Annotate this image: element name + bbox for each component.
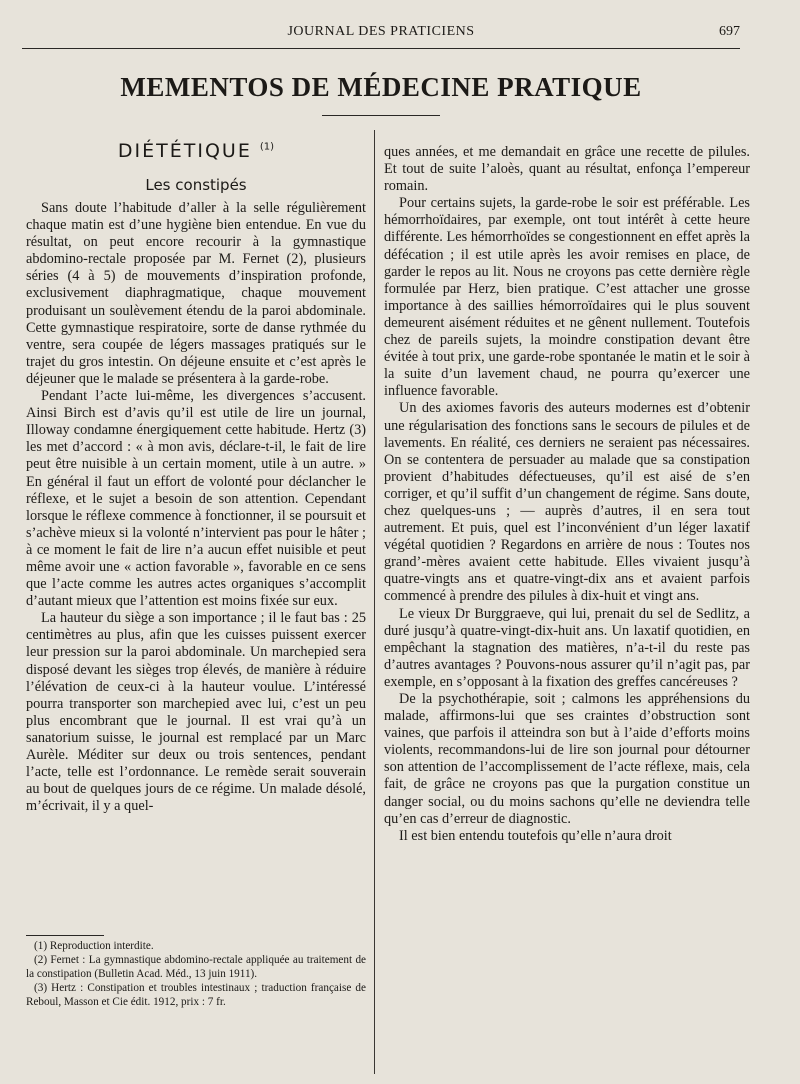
footnote: (1) Reproduction interdite. xyxy=(34,940,154,952)
paragraph: Sans doute l’habitude d’aller à la selle régulièrement chaque matin est d’une hygiène bien entendue. En vue du résultat, on peut encore recourir à la gymnastique abdomino-rectale proposée par M. Fernet (2), plusieurs séries (4 à 5) de mouvements d’inspiration profonde, exclusivement diaphragmatique, chaque mouvement produisant un soulèvement étendu de la paroi abdominale. Cette gymnastique respiratoire, sorte de danse rythmée du ventre, sera coupée de légers massages pratiqués sur le trajet du gros intestin. On déjeune ensuite et c’est après le déjeuner que le malade se présentera à la garde-robe. xyxy=(26,200,366,387)
section-subtitle: Les constipés xyxy=(145,176,247,194)
title-rule xyxy=(322,115,440,116)
left-column xyxy=(26,200,366,815)
paragraph: ques années, et me demandait en grâce une recette de pilules. Et tout de suite l’aloès, quant au résultat, enfonça l’empereur romain. xyxy=(384,144,750,195)
header-rule xyxy=(22,48,740,49)
paragraph: Pendant l’acte lui-même, les divergences s’accusent. Ainsi Birch est d’avis qu’il est utile de lire un journal, Illoway condamne énergiquement cette habitude. Hertz (3) les met d’accord : « à mon avis, déclare-t-il, le fait de lire peut être nuisible à un certain moment, utile à un autre. » En général il faut un effort de volonté pour déclancher le réflexe, et le sujet a besoin de son attention. Cependant lorsque le réflexe commence à fonctionner, il se poursuit et s’achève mieux si la volonté n’intervient pas pour le hâter ; à ce moment le fait de lire n’a aucun effet nuisible et peut même avoir une « action favorable », favorable en ce sens que l’acte comme les autres actes organiques s’accomplit d’autant mieux que l’attention est moins fixée sur eux. xyxy=(26,388,366,610)
footnotes xyxy=(26,939,366,1009)
right-column xyxy=(384,144,750,845)
paragraph: Un des axiomes favoris des auteurs modernes est d’obtenir une régularisation des fonctions sans le secours de pilules et de lavements. En réalité, ces derniers ne seraient pas nécessaires. On se contentera de persuader au malade que sa constipation provient d’habitudes défectueuses, qu’il est aisé de s’en corriger, et qu’il suffit d’un changement de régime. Sans doute, chez quelques-uns ; — auprès d’autres, il en sera tout autrement. Et puis, quel est l’inconvénient d’un léger laxatif végétal quotidien ? Regardons en arrière de nous : Toutes nos grand’-mères avaient cette habitude. Elles vivaient jusqu’à quatre-vingts ans et quatre-vingt-dix ans et avaient parfois commencé à prendre des pilules à dix-huit et vingt ans. xyxy=(384,400,750,605)
paragraph: De la psychothérapie, soit ; calmons les appréhensions du malade, affirmons-lui que ses craintes d’obstruction sont vaines, que parfois il atteindra son but à l’aide d’efforts moins violents, recommandons-lui de lire son journal pour détourner son attention de l’accomplissement de l’acte réflexe, mais, cela fait, de grâce ne croyons pas que la purgation constitue un danger social, ou du moins sachons qu’elle ne deviendra telle qu’en cas d’erreur de diagnostic. xyxy=(384,691,750,827)
section-title-text: DIÉTÉTIQUE xyxy=(117,140,252,162)
footnote-rule xyxy=(26,935,104,936)
paragraph: La hauteur du siège a son importance ; il le faut bas : 25 centimètres au plus, afin que les cuisses puissent exercer leur pression sur la paroi abdominale. Un marchepied sera disposé devant les sièges trop élevés, de manière à réduire l’élévation de ceux-ci à la hauteur voulue. L’intéressé pourra transporter son marchepied avec lui, c’est un peu plus encombrant que le journal. Il est vrai qu’à un sanatorium suisse, le journal est remplacé par un Marc Aurèle. Méditer sur deux ou trois sentences, pendant l’acte, telle est l’ordonnance. Le remède serait souverain au bout de quelques jours de ce régime. Un malade désolé, m’écrivait, il y a quel- xyxy=(26,610,366,815)
footnote: (3) Hertz : Constipation et troubles intestinaux ; traduction française de Reboul, Masson et Cie édit. 1912, prix : 7 fr. xyxy=(26,982,366,1008)
paragraph: Le vieux Dr Burggraeve, qui lui, prenait du sel de Sedlitz, a duré jusqu’à quatre-vingt-dix-huit ans. Un laxatif quotidien, en empêchant la stagnation des matières, n’a-t-il du reste pas d’autres avantages ? Pouvons-nous assurer qu’il n’agit pas, par exemple, en s’opposant à la fixation des greffes cancéreuses ? xyxy=(384,605,750,690)
running-head xyxy=(22,24,740,44)
footnote-reference: (1) xyxy=(259,141,275,153)
paragraph: Il est bien entendu toutefois qu’elle n’aura droit xyxy=(399,827,672,844)
footnote: (2) Fernet : La gymnastique abdomino-rectale appliquée au traitement de la constipation (Bulletin Acad. Méd., 13 juin 1911). xyxy=(26,954,366,980)
paragraph: Pour certains sujets, la garde-robe le soir est préférable. Les hémorrhoïdaires, par exemple, ont tout intérêt à cette heure différente. Les hémorrhoïdes se congestionnent en effet après la défécation ; il est utile après les avoir remises en place, de garder le repos au lit. Nous ne croyons pas cette dernière règle formulée par Herz, bien pratique. C’est attacher une grosse importance à des saillies hémorroïdaires qui le plus souvent demeurent aisément réduites et ne gênent nullement. Toutefois chez de pareils sujets, la moindre constipation devant être évitée à tout prix, une garde-robe spontanée le matin et le soir à la suite d’un lavement chaud, ne pourra qu’exercer une influence favorable. xyxy=(384,195,750,400)
column-divider xyxy=(374,130,375,1074)
main-title: MEMENTOS DE MÉDECINE PRATIQUE xyxy=(120,72,642,102)
page-number: 697 xyxy=(719,24,740,39)
section-title xyxy=(26,140,366,162)
running-title: JOURNAL DES PRATICIENS xyxy=(287,24,475,39)
